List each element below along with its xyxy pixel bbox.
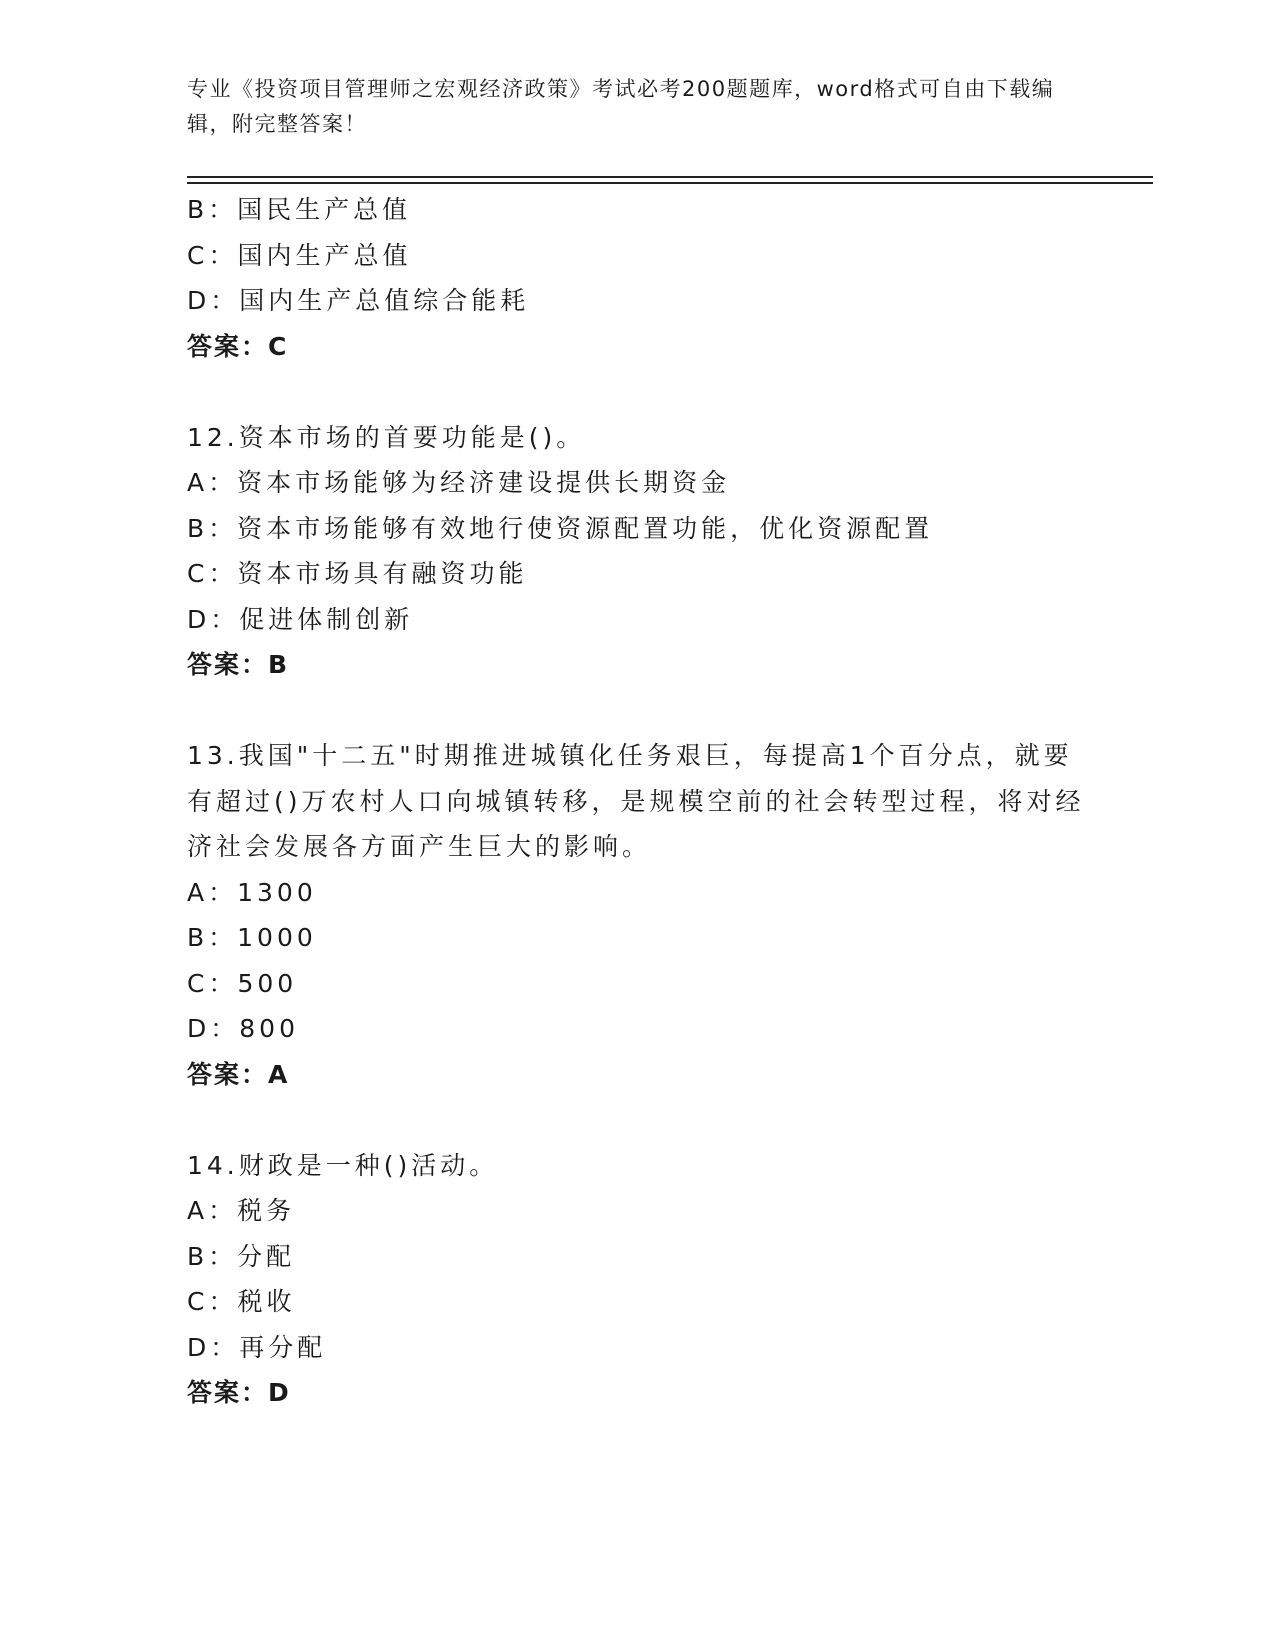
answer: 答案：B [187,650,290,679]
header-divider-top [187,176,1153,178]
option-c: C：国内生产总值 [187,240,412,270]
question-13 [187,733,1087,1097]
header-divider-bottom [187,182,1153,184]
option-c: C：500 [187,968,298,998]
question-stem: 14.财政是一种()活动。 [187,1150,499,1180]
document-header: 专业《投资项目管理师之宏观经济政策》考试必考200题题库，word格式可自由下载编辑，附完整答案！ [187,77,1055,136]
question-stem: 13.我国"十二五"时期推进城镇化任务艰巨，每提高1个百分点，就要有超过()万农村人口向城镇转移，是规模空前的社会转型过程，将对经济社会发展各方面产生巨大的影响。 [187,741,1085,861]
option-a: A：1300 [187,877,317,907]
option-d: D：国内生产总值综合能耗 [187,286,530,315]
answer: 答案：A [187,1059,290,1089]
question-12 [187,415,1087,688]
spacer [187,688,1087,734]
option-a: A：资本市场能够为经济建设提供长期资金 [187,468,731,497]
question-14 [187,1143,1087,1416]
option-b: B：资本市场能够有效地行使资源配置功能，优化资源配置 [187,513,934,543]
option-c: C：资本市场具有融资功能 [187,559,528,588]
question-stem: 12.资本市场的首要功能是()。 [187,422,586,452]
option-d: D：800 [187,1014,299,1043]
spacer [187,1097,1087,1143]
option-c: C：税收 [187,1287,296,1316]
option-d: D：再分配 [187,1332,327,1362]
option-a: A：税务 [187,1196,296,1225]
spacer [187,369,1087,415]
answer: 答案：C [187,331,289,361]
option-b: B：分配 [187,1241,296,1271]
answer: 答案：D [187,1378,291,1407]
question-11-continued [187,187,1087,369]
question-content [187,187,1087,1416]
option-d: D：促进体制创新 [187,604,414,634]
option-b: B：国民生产总值 [187,195,412,224]
option-b: B：1000 [187,923,317,952]
